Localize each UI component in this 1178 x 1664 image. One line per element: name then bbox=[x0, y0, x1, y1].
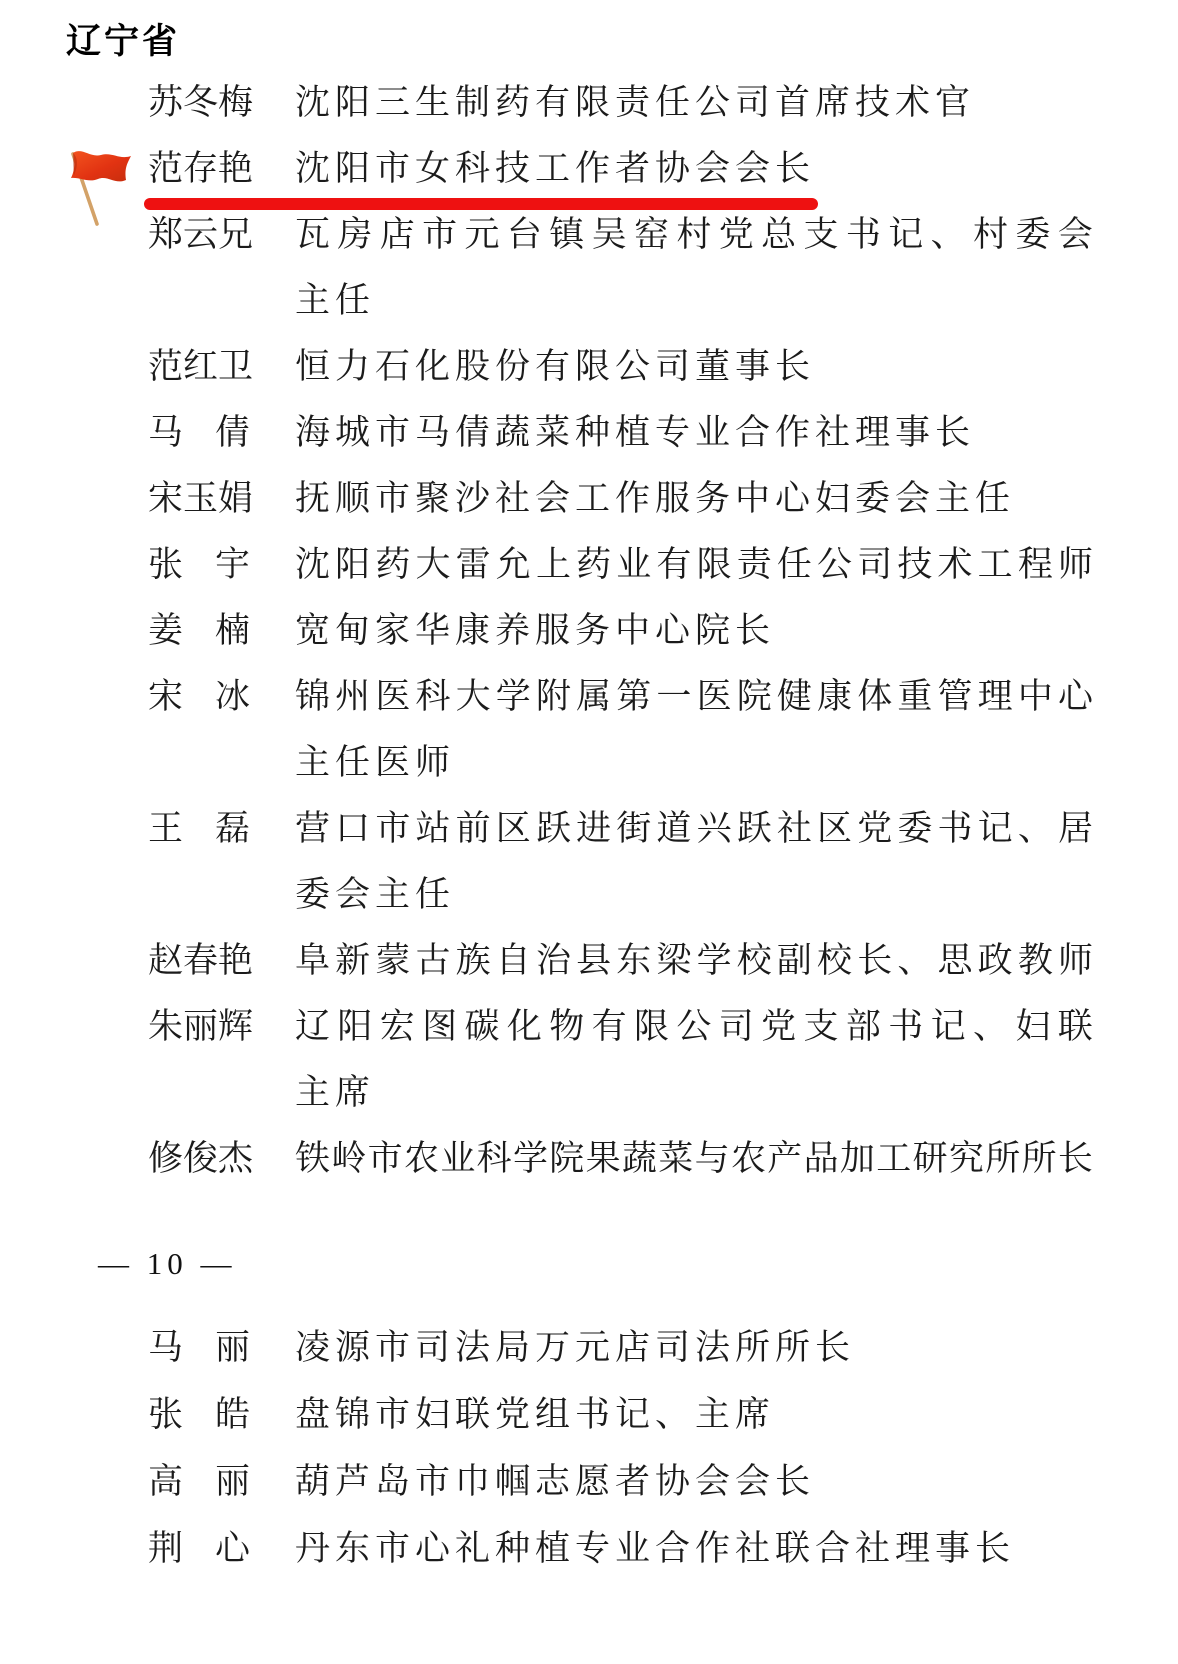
person-position: 主席 bbox=[295, 1072, 376, 1112]
person-position: 锦 州 医 科 大 学 附 属 第 一 医 院 健 康 体 重 管 理 中 心 bbox=[295, 676, 1093, 716]
entry-line bbox=[148, 465, 1016, 531]
honoree-list-page2 bbox=[148, 1314, 1016, 1582]
person-position: 沈 阳 药 大 雷 允 上 药 业 有 限 责 任 公 司 技 术 工 程 师 bbox=[295, 544, 1093, 584]
person-position: 辽 阳 宏 图 碳 化 物 有 限 公 司 党 支 部 书 记 、 妇 联 bbox=[295, 1006, 1093, 1046]
person-name: 朱 丽 辉 bbox=[148, 1006, 254, 1046]
person-name: 马 倩 bbox=[148, 412, 250, 452]
person-name: 张 皓 bbox=[148, 1395, 250, 1434]
person-name: 范 红 卫 bbox=[148, 346, 254, 386]
entry-line bbox=[148, 1515, 1016, 1582]
entry-line bbox=[148, 663, 1093, 729]
entry-line bbox=[148, 1381, 948, 1448]
person-name: 苏 冬 梅 bbox=[148, 82, 254, 122]
person-position: 瓦 房 店 市 元 台 镇 吴 窑 村 党 总 支 书 记 、 村 委 会 bbox=[295, 214, 1093, 254]
person-position: 沈阳市女科技工作者协会会长 bbox=[295, 148, 816, 188]
red-flag-icon bbox=[62, 147, 142, 227]
person-position: 海城市马倩蔬菜种植专业合作社理事长 bbox=[295, 412, 976, 452]
person-name: 马 丽 bbox=[148, 1328, 250, 1367]
person-name: 高 丽 bbox=[148, 1462, 250, 1501]
person-position: 铁 岭 市 农 业 科 学 院 果 蔬 菜 与 农 产 品 加 工 研 究 所 所 长 bbox=[295, 1138, 1093, 1178]
entry-wrap-line bbox=[148, 861, 948, 927]
entry-line bbox=[148, 333, 948, 399]
person-position: 营 口 市 站 前 区 跃 进 街 道 兴 跃 社 区 党 委 书 记 、 居 bbox=[295, 808, 1093, 848]
person-name: 张 宇 bbox=[148, 544, 250, 584]
entry-line bbox=[148, 597, 948, 663]
entry-line bbox=[148, 201, 1093, 267]
entry-line bbox=[148, 993, 1093, 1059]
entry-line bbox=[148, 69, 976, 135]
entry-wrap-line bbox=[148, 729, 948, 795]
person-name: 宋 冰 bbox=[148, 676, 250, 716]
person-position: 盘锦市妇联党组书记、主席 bbox=[295, 1395, 776, 1434]
person-name: 王 磊 bbox=[148, 808, 250, 848]
person-position: 抚顺市聚沙社会工作服务中心妇委会主任 bbox=[295, 478, 1016, 518]
person-name: 郑 云 兄 bbox=[148, 214, 254, 254]
person-position: 主任医师 bbox=[295, 742, 456, 782]
person-name: 荆 心 bbox=[148, 1529, 250, 1568]
entry-line bbox=[148, 1125, 1093, 1191]
honoree-list-page1 bbox=[148, 69, 1093, 1191]
person-position: 委会主任 bbox=[295, 874, 456, 914]
person-position: 葫芦岛市巾帼志愿者协会会长 bbox=[295, 1462, 816, 1501]
person-name: 修 俊 杰 bbox=[148, 1138, 254, 1178]
entry-line bbox=[148, 399, 976, 465]
person-position: 宽甸家华康养服务中心院长 bbox=[295, 610, 776, 650]
entry-line bbox=[148, 927, 1093, 993]
person-name: 范 存 艳 bbox=[148, 148, 254, 188]
person-position: 主任 bbox=[295, 280, 376, 320]
person-position: 恒力石化股份有限公司董事长 bbox=[295, 346, 816, 386]
person-position: 丹东市心礼种植专业合作社联合社理事长 bbox=[295, 1529, 1016, 1568]
entry-wrap-line bbox=[148, 1059, 948, 1125]
person-position: 凌源市司法局万元店司法所所长 bbox=[295, 1328, 856, 1367]
entry-line bbox=[148, 531, 1093, 597]
person-name: 宋 玉 娟 bbox=[148, 478, 254, 518]
person-name: 赵 春 艳 bbox=[148, 940, 254, 980]
entry-line bbox=[148, 1448, 948, 1515]
page-number: — 10 — bbox=[98, 1246, 237, 1281]
entry-line bbox=[148, 795, 1093, 861]
entry-wrap-line bbox=[148, 267, 948, 333]
person-position: 阜 新 蒙 古 族 自 治 县 东 梁 学 校 副 校 长 、 思 政 教 师 bbox=[295, 940, 1093, 980]
entry-line bbox=[148, 135, 948, 201]
person-position: 沈阳三生制药有限责任公司首席技术官 bbox=[295, 82, 976, 122]
entry-line bbox=[148, 1314, 948, 1381]
province-header: 辽宁省 bbox=[66, 22, 181, 61]
person-name: 姜 楠 bbox=[148, 610, 250, 650]
